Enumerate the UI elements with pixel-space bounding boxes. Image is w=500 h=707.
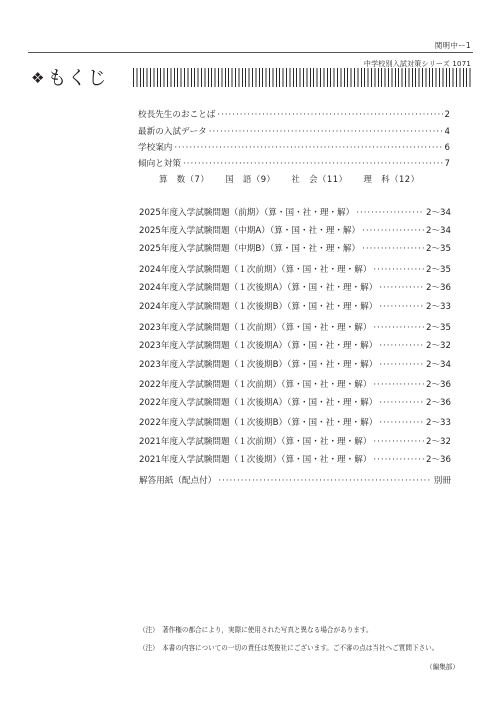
- exam-entry[interactable]: [139, 206, 451, 218]
- toc-item-label: 解答用紙（配点付）: [139, 476, 217, 486]
- exam-entry[interactable]: [139, 242, 451, 254]
- subject-science: 理 科（12）: [363, 174, 420, 184]
- exam-pages: 2〜32: [426, 437, 451, 447]
- exam-label: 2023年度入学試験問題（１次前期）（算・国・社・理・解）: [139, 323, 372, 333]
- footnote-copyright: （注） 著作権の都合により，実際に使用された写真と異なる場合があります。: [139, 626, 373, 634]
- exam-pages: 2〜35: [426, 244, 451, 254]
- leader-dots: [379, 283, 424, 293]
- subject-page-list: [159, 173, 420, 185]
- exam-label: 2022年度入学試験問題（１次後期B）（算・国・社・理・解）: [139, 418, 378, 428]
- leader-dots: [362, 226, 424, 236]
- leader-dots: [379, 398, 424, 408]
- toc-item-answer-sheet[interactable]: [139, 474, 451, 486]
- leader-dots: [209, 127, 443, 137]
- exam-pages: 2〜36: [426, 455, 451, 465]
- exam-label: 2023年度入学試験問題（１次後期A）（算・国・社・理・解）: [139, 341, 378, 351]
- leader-dots: [217, 110, 442, 120]
- editor-credit: （編集部）: [426, 663, 459, 671]
- toc-item-page: 4: [444, 127, 450, 137]
- exam-pages: 2〜36: [426, 283, 451, 293]
- exam-label: 2025年度入学試験問題（中期B）（算・国・社・理・解）: [139, 244, 361, 254]
- leader-dots: [373, 455, 424, 465]
- exam-pages: 2〜36: [426, 398, 451, 408]
- exam-label: 2022年度入学試験問題（１次後期A）（算・国・社・理・解）: [139, 398, 378, 408]
- exam-label: 2024年度入学試験問題（１次後期B）（算・国・社・理・解）: [139, 302, 378, 312]
- leader-dots: [174, 143, 442, 153]
- toc-item-trends[interactable]: [138, 157, 450, 169]
- toc-item-page: 別冊: [433, 476, 451, 486]
- toc-item-page: 2: [444, 110, 450, 120]
- toc-item-school-guide[interactable]: [138, 141, 450, 153]
- diamond-star-icon: ❖: [31, 68, 45, 87]
- leader-dots: [183, 159, 443, 169]
- exam-pages: 2〜33: [426, 418, 451, 428]
- series-label: 中学校別入試対策シリーズ 1071: [363, 60, 471, 68]
- leader-dots: [218, 476, 431, 486]
- leader-dots: [379, 418, 424, 428]
- exam-entry[interactable]: [139, 378, 451, 390]
- leader-dots: [373, 380, 424, 390]
- exam-label: 2024年度入学試験問題（１次後期A）（算・国・社・理・解）: [139, 283, 378, 293]
- leader-dots: [373, 323, 424, 333]
- leader-dots: [373, 437, 424, 447]
- toc-item-label: 学校案内: [138, 143, 173, 153]
- exam-entry[interactable]: [139, 224, 451, 236]
- book-code: 関明中ー1: [434, 41, 471, 50]
- exam-entry[interactable]: [139, 416, 451, 428]
- exam-label: 2021年度入学試験問題（１次後期）（算・国・社・理・解）: [139, 455, 372, 465]
- leader-dots: [379, 341, 424, 351]
- toc-item-principal-message[interactable]: [138, 108, 450, 120]
- exam-pages: 2〜32: [426, 341, 451, 351]
- leader-dots: [362, 244, 424, 254]
- exam-pages: 2〜36: [426, 380, 451, 390]
- toc-title-block: [31, 64, 107, 92]
- exam-entry[interactable]: [139, 321, 451, 333]
- toc-item-label: 最新の入試データ: [138, 127, 207, 137]
- exam-pages: 2〜34: [426, 226, 451, 236]
- subject-social: 社 会（11）: [291, 174, 348, 184]
- exam-pages: 2〜35: [426, 323, 451, 333]
- footnote-responsibility: （注） 本書の内容についての一切の責任は英俊社にございます。ご不審の点は当社へご質問下さい。: [139, 644, 439, 652]
- exam-label: 2021年度入学試験問題（１次前期）（算・国・社・理・解）: [139, 437, 372, 447]
- leader-dots: [379, 360, 424, 370]
- header-rule: [28, 52, 473, 53]
- exam-pages: 2〜34: [426, 208, 451, 218]
- title-hatch-bar: [133, 68, 472, 87]
- leader-dots: [379, 302, 424, 312]
- subject-japanese: 国 語（9）: [225, 174, 276, 184]
- exam-entry[interactable]: [139, 263, 451, 275]
- exam-entry[interactable]: [139, 453, 451, 465]
- toc-title: もくじ: [47, 66, 108, 89]
- exam-pages: 2〜35: [426, 265, 451, 275]
- exam-label: 2025年度入学試験問題（中期A）（算・国・社・理・解）: [139, 226, 361, 236]
- leader-dots: [356, 208, 424, 218]
- exam-entry[interactable]: [139, 281, 451, 293]
- toc-item-label: 傾向と対策: [138, 159, 181, 169]
- exam-entry[interactable]: [139, 339, 451, 351]
- leader-dots: [373, 265, 424, 275]
- exam-label: 2023年度入学試験問題（１次後期B）（算・国・社・理・解）: [139, 360, 378, 370]
- exam-pages: 2〜34: [426, 360, 451, 370]
- exam-label: 2025年度入学試験問題（前期）（算・国・社・理・解）: [139, 208, 355, 218]
- toc-item-page: 7: [444, 159, 450, 169]
- exam-label: 2022年度入学試験問題（１次前期）（算・国・社・理・解）: [139, 380, 372, 390]
- toc-item-page: 6: [444, 143, 450, 153]
- exam-entry[interactable]: [139, 435, 451, 447]
- exam-label: 2024年度入学試験問題（１次前期）（算・国・社・理・解）: [139, 265, 372, 275]
- exam-pages: 2〜33: [426, 302, 451, 312]
- exam-entry[interactable]: [139, 300, 451, 312]
- toc-item-exam-data[interactable]: [138, 125, 450, 137]
- subject-math: 算 数（7）: [159, 174, 210, 184]
- exam-entry[interactable]: [139, 396, 451, 408]
- toc-item-label: 校長先生のおことば: [138, 110, 216, 120]
- exam-entry[interactable]: [139, 358, 451, 370]
